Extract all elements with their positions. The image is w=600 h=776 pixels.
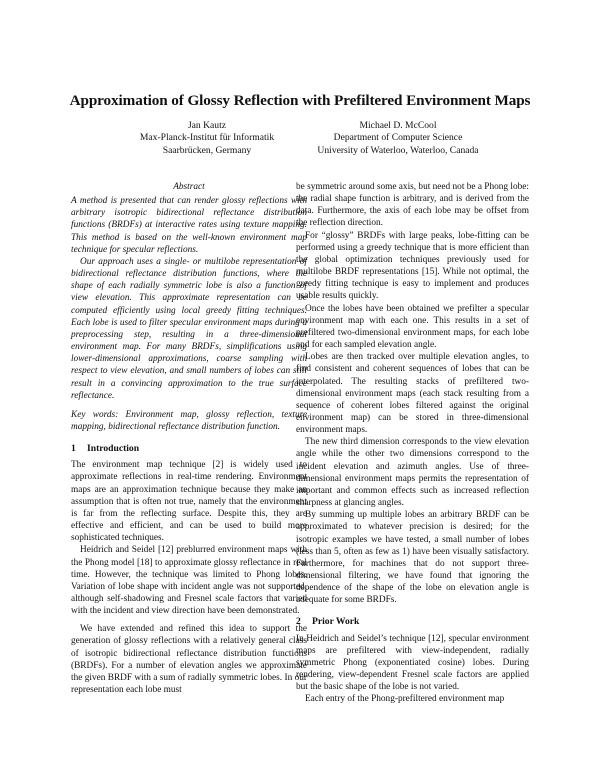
body-paragraph: Once the lobes have been obtained we prefilter a specular environment map with each one. This results in a set of prefiltered two-dimensional environment maps, for each lobe and for each sampled elevation angle. xyxy=(296,303,529,351)
body-paragraph: be symmetric around some axis, but need not be a Phong lobe: the radial shape function is arbitrary, and is derived from the data. Furthermore, the axis of each lobe may be offset from the reflection direction. xyxy=(296,182,529,229)
author-affiliation: Max-Planck-Institut für Informatik xyxy=(139,132,275,144)
author-name: Jan Kautz xyxy=(187,120,227,131)
section-number: 2 xyxy=(296,616,301,628)
body-paragraph: Heidrich and Seidel [12] preblurred environment maps with the Phong model [18] to approximate glossy reflectance in real time. However, the technique was limited to Phong lobes. Variation of lobe shape with incident angle was not supported, although self-shadowing and Fresnel scale factors that varied with the incident and view direction have been demonstrated. xyxy=(71,545,307,617)
abstract xyxy=(71,181,307,402)
body-paragraph: The new third dimension corresponds to the view elevation angle while the other two dimensions correspond to the incident elevation and azimuth angles. Use of three-dimensional environment maps permits the representation of important and common effects such as increased reflection sharpness at glancing angles. xyxy=(296,437,529,509)
author-affiliation: Department of Computer Science xyxy=(333,132,463,144)
abstract-paragraph: A method is presented that can render glossy reflections with arbitrary isotropic bidirectional reflectance distribution functions (BRDFs) at interactive rates using texture mapping. This method is based on the well-known environment map technique for specular reflections. xyxy=(71,196,307,255)
section-number: 1 xyxy=(71,443,76,455)
author-name: Michael D. McCool xyxy=(359,120,437,131)
author-block-1 xyxy=(112,120,302,157)
author-block-2 xyxy=(296,120,500,157)
body-paragraph: Lobes are then tracked over multiple elevation angles, to find consistent and coherent sequences of lobes that can be interpolated. The resulting stacks of prefiltered two-dimensional environment maps (each stack resulting from a sequence of coherent lobes filtered against the original environment map) can be stored in three-dimensional environment maps. xyxy=(296,352,529,436)
section-heading-prior-work xyxy=(296,616,529,628)
section-title: Prior Work xyxy=(312,616,360,628)
left-column xyxy=(71,181,307,696)
body-paragraph: By summing up multiple lobes an arbitrary BRDF can be approximated to whatever precision is desired; for the isotropic examples we have tested, a small number of lobes (less than 5, often as few as 1) have been visually satisfactory. Furthermore, for machines that do not support three-dimensional filtering, we have found that ignoring the dependence of the shape of the lobe on elevation angle is adequate for some BRDFs. xyxy=(296,510,529,606)
paper-title: Approximation of Glossy Reflection with Prefiltered Environment Maps xyxy=(69,92,531,109)
section-heading-introduction xyxy=(71,443,307,455)
keywords: Key words: Environment map, glossy reflection, texture mapping, bidirectional reflectance distribution function. xyxy=(71,409,307,432)
section-title: Introduction xyxy=(87,443,140,455)
body-paragraph: We have extended and refined this idea to support the generation of glossy reflections with a relatively general class of isotropic bidirectional reflectance distribution functions (BRDFs). For a number of elevation angles we approximate the given BRDF with a sum of radially symmetric lobes. In our representation each lobe must xyxy=(71,624,307,696)
body-paragraph: The environment map technique [2] is widely used to approximate reflections in real-time rendering. Environment maps are an approximation technique because they make an assumption that is often not true, namely that the environment is far from the reflecting surface. Despite this, they are effective and efficient, and can be used to build more sophisticated techniques. xyxy=(71,460,307,544)
right-column xyxy=(296,181,529,706)
abstract-paragraph: Our approach uses a single- or multilobe representation of bidirectional reflectance distribution functions, where the shape of each radially symmetric lobe is also a function of view elevation. This approximate representation can be computed efficiently using local greedy fitting techniques. Each lobe is used to filter specular environment maps during a preprocessing step, resulting in a three-dimensional environment map. For many BRDFs, simplifications using lower-dimensional approximations, coarse sampling with respect to view elevation, and small numbers of lobes can still result in a convincing approximation to the true surface reflectance. xyxy=(71,256,307,401)
body-paragraph: In Heidrich and Seidel’s technique [12], specular environment maps are prefiltered with view-independent, radially symmetric Phong (exponentiated cosine) lobes. During rendering, view-dependent Fresnel scale factors are applied but the basic shape of the lobe is not varied. xyxy=(296,633,529,693)
author-location: Saarbrücken, Germany xyxy=(162,144,252,156)
body-paragraph: Each entry of the Phong-prefiltered environment map xyxy=(305,694,505,705)
author-location: University of Waterloo, Waterloo, Canada xyxy=(317,144,479,156)
body-paragraph: For “glossy” BRDFs with large peaks, lobe-fitting can be performed using a greedy technique that is more efficient than the global optimization techniques previously used for multilobe BRDF representations [15]. While not optimal, the greedy fitting technique is easy to implement and produces usable results quickly. xyxy=(296,230,529,302)
abstract-heading: Abstract xyxy=(173,182,205,192)
